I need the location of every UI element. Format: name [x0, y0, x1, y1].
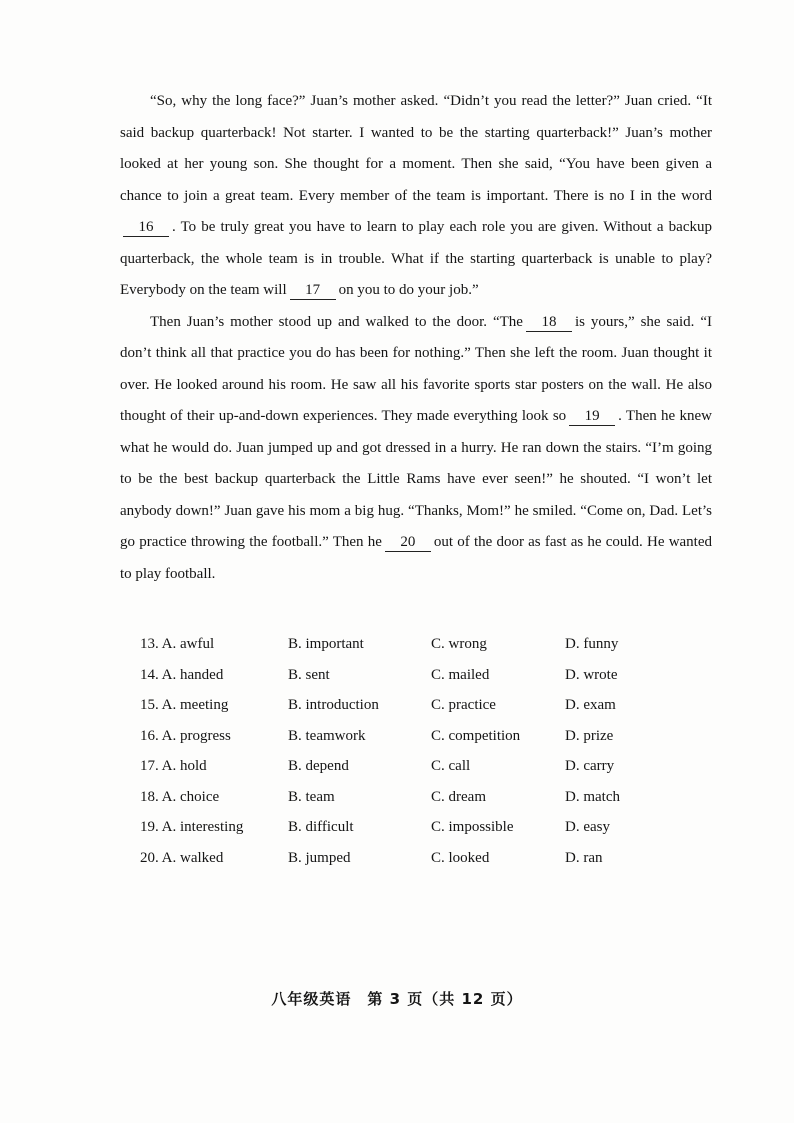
option-a: 18. A. choice — [140, 788, 220, 805]
blank-20: 20 — [385, 534, 431, 552]
option-c: C. mailed — [431, 666, 490, 683]
option-d: D. ran — [565, 849, 603, 866]
option-c: C. looked — [431, 849, 490, 866]
option-a: 19. A. interesting — [140, 819, 244, 835]
option-c: C. practice — [431, 697, 496, 713]
passage-paragraph-2 — [120, 307, 712, 591]
passage-paragraph-1 — [120, 86, 712, 307]
option-b: B. teamwork — [288, 727, 366, 744]
blank-19: 19 — [569, 408, 615, 426]
option-d: D. exam — [565, 697, 616, 713]
option-b: B. team — [288, 788, 335, 805]
option-row-15 — [140, 697, 640, 728]
option-b: B. sent — [288, 666, 330, 683]
passage-text: is yours,” she said. “I don’t think all that practice you do has been for nothing.” Then she left the room. Juan thought it over. He looked around his room. He saw all his favorite sports star posters on the wall. He also thought of their up-and-down experiences. They made everything look so — [120, 313, 712, 424]
option-b: B. difficult — [288, 819, 354, 835]
option-row-17 — [140, 758, 640, 789]
option-row-19 — [140, 819, 640, 850]
passage-text: . To be truly great you have to learn to play each role you are given. Without a backup quarterback, the whole team is in trouble. What if the starting quarterback is unable to play? Everybody on the team will — [120, 219, 712, 298]
option-a: 15. A. meeting — [140, 697, 229, 713]
option-d: D. easy — [565, 819, 610, 835]
option-a: 14. A. handed — [140, 666, 224, 683]
option-row-18 — [140, 789, 640, 820]
option-c: C. call — [431, 758, 471, 774]
option-row-16 — [140, 728, 640, 759]
option-b: B. depend — [288, 758, 349, 774]
passage-text: . Then he knew what he would do. Juan jumped up and got dressed in a hurry. He ran down the stairs. “I’m going to be the best backup quarterback the Little Rams have ever seen!” he shouted. “I won’t let anybody down!” Juan gave his mom a big hug. “Thanks, Mom!” he smiled. “Come on, Dad. Let’s go practice throwing the football.” Then he — [120, 408, 712, 550]
option-row-20 — [140, 850, 640, 881]
blank-17: 17 — [290, 282, 336, 300]
passage-text: “So, why the long face?” Juan’s mother asked. “Didn’t you read the letter?” Juan cried. “It said backup quarterback! Not starter. I wanted to be the starting quarterback!” Juan’s mother looked at her young son. She thought for a moment. Then she said, “You have been given a chance to join a great team. Every member of the team is important. There is no I in the word — [120, 93, 712, 204]
option-a: 20. A. walked — [140, 849, 224, 866]
option-c: C. impossible — [431, 819, 514, 835]
blank-18: 18 — [526, 314, 572, 332]
passage-text: out of the door as fast as he could. He wanted to play football. — [120, 534, 713, 582]
passage-text: on you to do your job.” — [338, 282, 479, 298]
option-c: C. dream — [431, 788, 486, 805]
option-d: D. wrote — [565, 666, 618, 683]
option-row-13 — [140, 636, 640, 667]
option-d: D. prize — [565, 727, 614, 744]
option-b: B. introduction — [288, 697, 379, 713]
page-footer: 八年级英语 第 3 页（共 12 页） — [271, 990, 523, 1008]
option-row-14 — [140, 667, 640, 698]
option-b: B. jumped — [288, 849, 351, 866]
option-c: C. wrong — [431, 636, 487, 652]
blank-16: 16 — [123, 219, 169, 237]
option-c: C. competition — [431, 727, 521, 744]
option-b: B. important — [288, 636, 364, 652]
option-a: 17. A. hold — [140, 758, 207, 774]
option-a: 13. A. awful — [140, 636, 215, 652]
option-a: 16. A. progress — [140, 727, 231, 744]
reading-passage — [120, 86, 712, 590]
option-d: D. match — [565, 788, 620, 805]
answer-options — [140, 636, 640, 880]
option-d: D. carry — [565, 758, 615, 774]
passage-text: Then Juan’s mother stood up and walked to the door. “The — [150, 313, 523, 330]
option-d: D. funny — [565, 636, 619, 652]
